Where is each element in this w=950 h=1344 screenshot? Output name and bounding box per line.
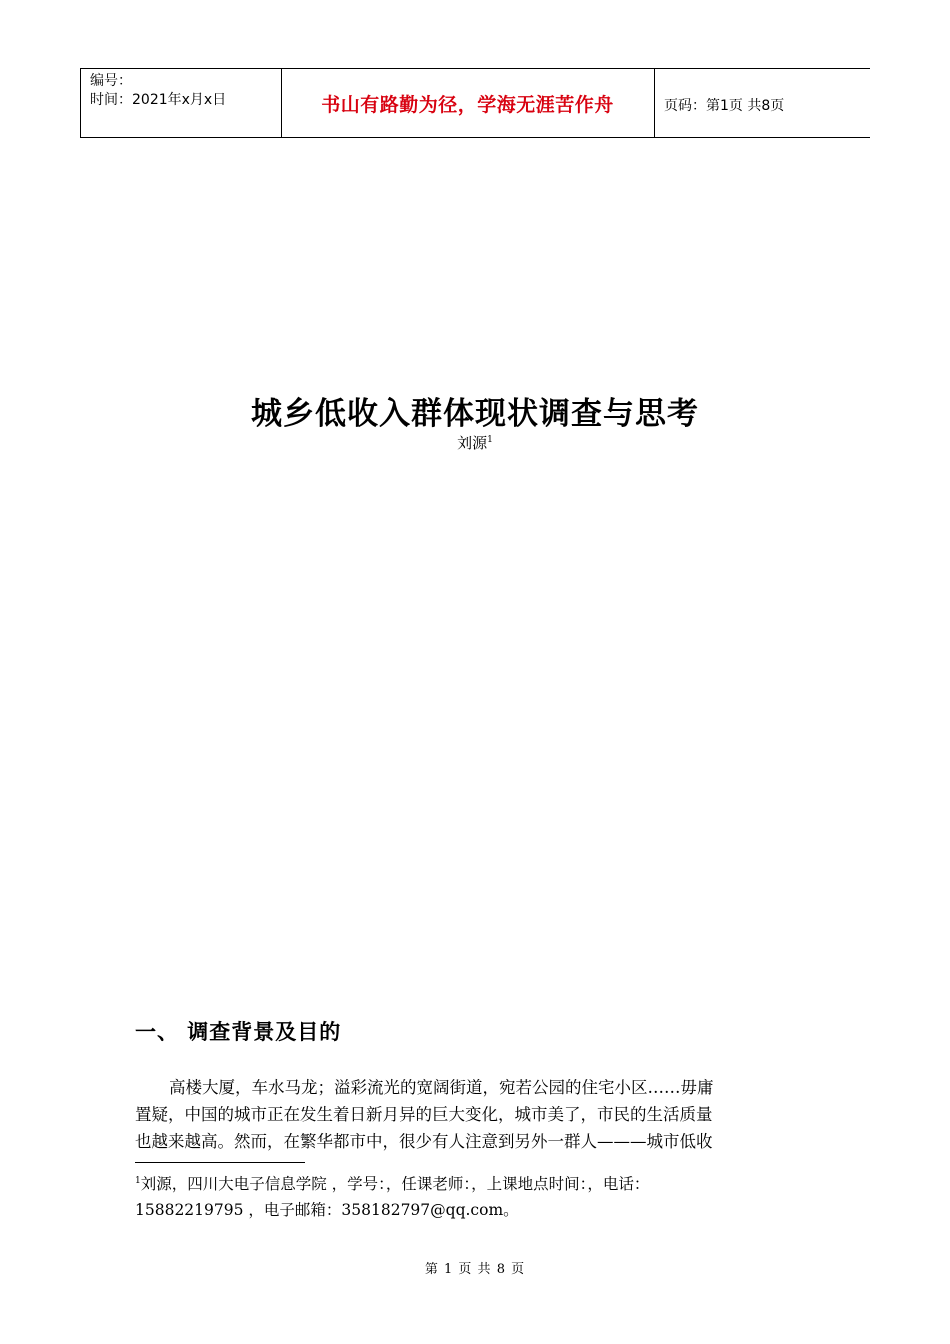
section-heading: 一、 调查背景及目的 bbox=[135, 1020, 342, 1044]
document-title: 城乡低收入群体现状调查与思考 bbox=[251, 396, 699, 432]
footnote-mark: 1 bbox=[135, 1176, 141, 1186]
paragraph-line: 高楼大厦，车水马龙；溢彩流光的宽阔街道，宛若公园的住宅小区……毋庸 bbox=[169, 1078, 714, 1097]
header-left-cell bbox=[90, 72, 226, 110]
paragraph-line: 置疑，中国的城市正在发生着日新月异的巨大变化，城市美了，市民的生活质量 bbox=[135, 1105, 713, 1124]
footnote bbox=[135, 1168, 815, 1223]
author-name: 刘源 bbox=[457, 434, 488, 452]
header-number-label: 编号： bbox=[90, 73, 132, 89]
header-divider-left bbox=[80, 69, 81, 137]
header-motto: 书山有路勤为径，学海无涯苦作舟 bbox=[321, 93, 614, 116]
footnote-separator bbox=[135, 1162, 305, 1163]
footnote-text: 刘源，四川大电子信息学院 ，学号：，任课老师：，上课地点时间：，电话： bbox=[140, 1175, 650, 1194]
author-footnote-mark: 1 bbox=[487, 435, 493, 445]
paragraph-line: 也越来越高。然而，在繁华都市中，很少有人注意到另外一群人———城市低收 bbox=[135, 1132, 713, 1151]
footnote-line-2: 15882219795 ，电子邮箱：358182797@qq.com。 bbox=[135, 1201, 519, 1220]
header-divider-middle-right bbox=[654, 69, 655, 137]
section-paragraph bbox=[135, 1074, 815, 1155]
page-footer: 第 1 页 共 8 页 bbox=[424, 1262, 526, 1277]
header-time-label: 时间：2021年x月x日 bbox=[90, 92, 227, 108]
document-header-table bbox=[80, 68, 870, 138]
author-line bbox=[0, 432, 950, 453]
footnote-line bbox=[135, 1168, 815, 1197]
header-page-label: 页码：第1页 共8页 bbox=[664, 98, 785, 114]
